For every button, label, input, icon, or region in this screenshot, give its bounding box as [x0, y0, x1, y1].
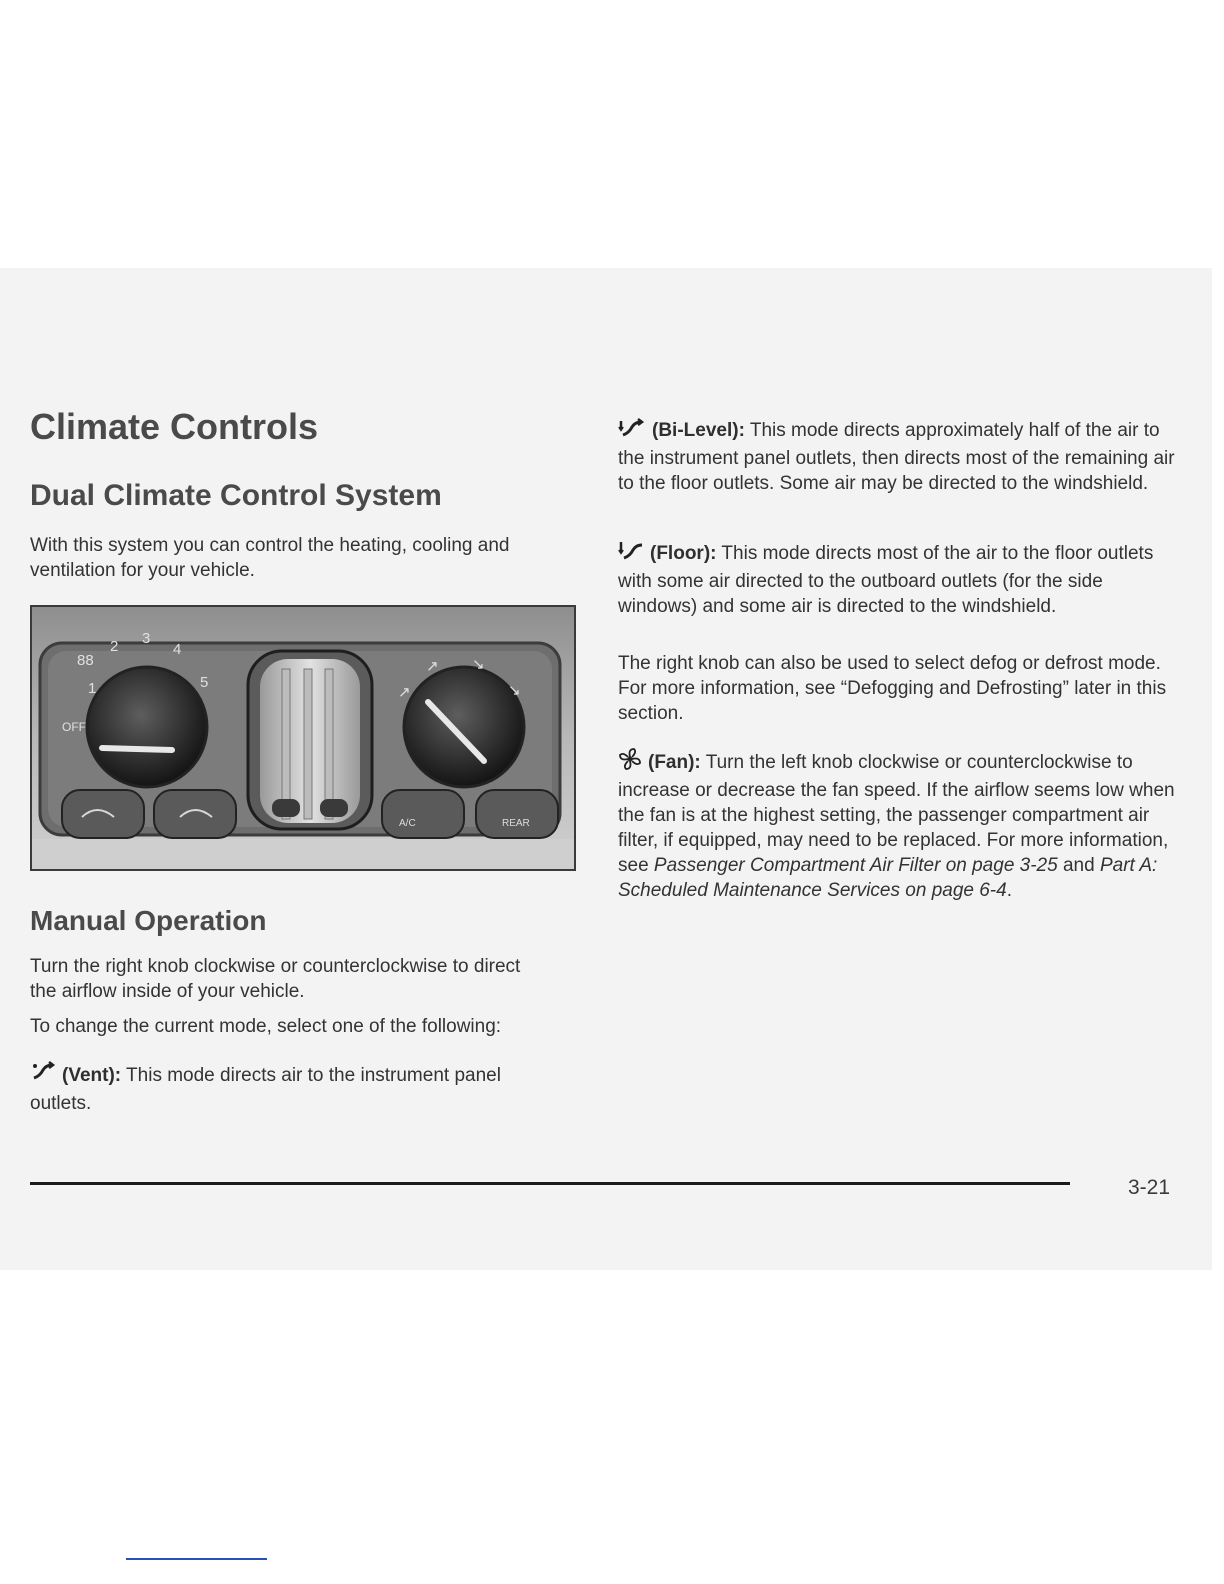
floor-text: This mode directs most of the air to the floor outlets with some air directed to the outboard outlets (for the side windows) and some air is directed to the windshield.	[618, 543, 1154, 617]
svg-text:REAR: REAR	[502, 818, 530, 829]
manual-page	[0, 268, 1212, 1270]
defog-note-paragraph: The right knob can also be used to select defog or defrost mode. For more information, see “Defogging and Defrosting” later in this section.	[618, 653, 1167, 724]
fan-label: (Fan):	[648, 752, 701, 773]
vent-text: This mode directs air to the instrument panel outlets.	[30, 1065, 501, 1114]
manual-paragraph-1: Turn the right knob clockwise or counterclockwise to direct the airflow inside of your vehicle.	[30, 956, 521, 1002]
fan-ref-air-filter[interactable]: Passenger Compartment Air Filter on page 3-25	[653, 855, 1058, 876]
fan-and: and	[1057, 855, 1100, 876]
svg-text:OFF: OFF	[62, 720, 86, 734]
fan-end: .	[1006, 880, 1012, 901]
manual-paragraph-2: To change the current mode, select one of the following:	[30, 1016, 502, 1037]
section-title-dual-climate: Dual Climate Control System	[30, 479, 442, 512]
page-heading: Climate Controls	[30, 406, 319, 447]
section-title-manual-operation: Manual Operation	[30, 905, 267, 936]
svg-text:2: 2	[110, 638, 119, 655]
fan-icon	[618, 747, 642, 778]
svg-text:5: 5	[200, 674, 209, 691]
bi-level-label: (Bi-Level):	[652, 420, 745, 441]
page-number: 3-21	[1128, 1176, 1171, 1199]
footer-rule	[30, 1182, 1070, 1185]
svg-text:3: 3	[142, 630, 151, 647]
fan-text: Turn the left knob clockwise or counterclockwise to increase or decrease the fan speed. If the airflow seems low when the fan is at the highest setting, the passenger compartment air filter, if equipped, may need to be replaced. For more information, see	[618, 752, 1175, 876]
svg-text:↘: ↘	[508, 681, 521, 699]
vent-icon	[30, 1060, 56, 1091]
climate-panel-illustration	[32, 607, 574, 869]
svg-text:↗: ↗	[426, 657, 439, 675]
bi-level-icon	[618, 415, 646, 446]
svg-text:↗: ↗	[398, 683, 411, 701]
vent-label: (Vent):	[62, 1065, 122, 1086]
svg-text:4: 4	[173, 641, 182, 658]
svg-text:↘: ↘	[472, 655, 485, 673]
climate-control-panel-photo	[30, 605, 576, 871]
svg-text:A/C: A/C	[399, 818, 416, 829]
svg-text:1: 1	[88, 680, 97, 697]
floor-mode-paragraph	[618, 538, 1178, 619]
floor-icon	[618, 538, 644, 569]
fan-paragraph	[618, 747, 1178, 903]
intro-paragraph: With this system you can control the heating, cooling and ventilation for your vehicle.	[30, 535, 510, 581]
bi-level-text: This mode directs approximately half of the air to the instrument panel outlets, then directs most of the remaining air to the floor outlets. Some air may be directed to the windshield.	[618, 420, 1175, 494]
vent-mode-paragraph	[30, 1060, 550, 1116]
fan-ref-maintenance[interactable]: Part A: Scheduled Maintenance Services on page 6-4	[618, 855, 1158, 901]
floor-label: (Floor):	[650, 543, 717, 564]
bi-level-mode-paragraph	[618, 415, 1178, 496]
svg-text:88: 88	[77, 652, 94, 669]
link-underline	[126, 1558, 267, 1560]
